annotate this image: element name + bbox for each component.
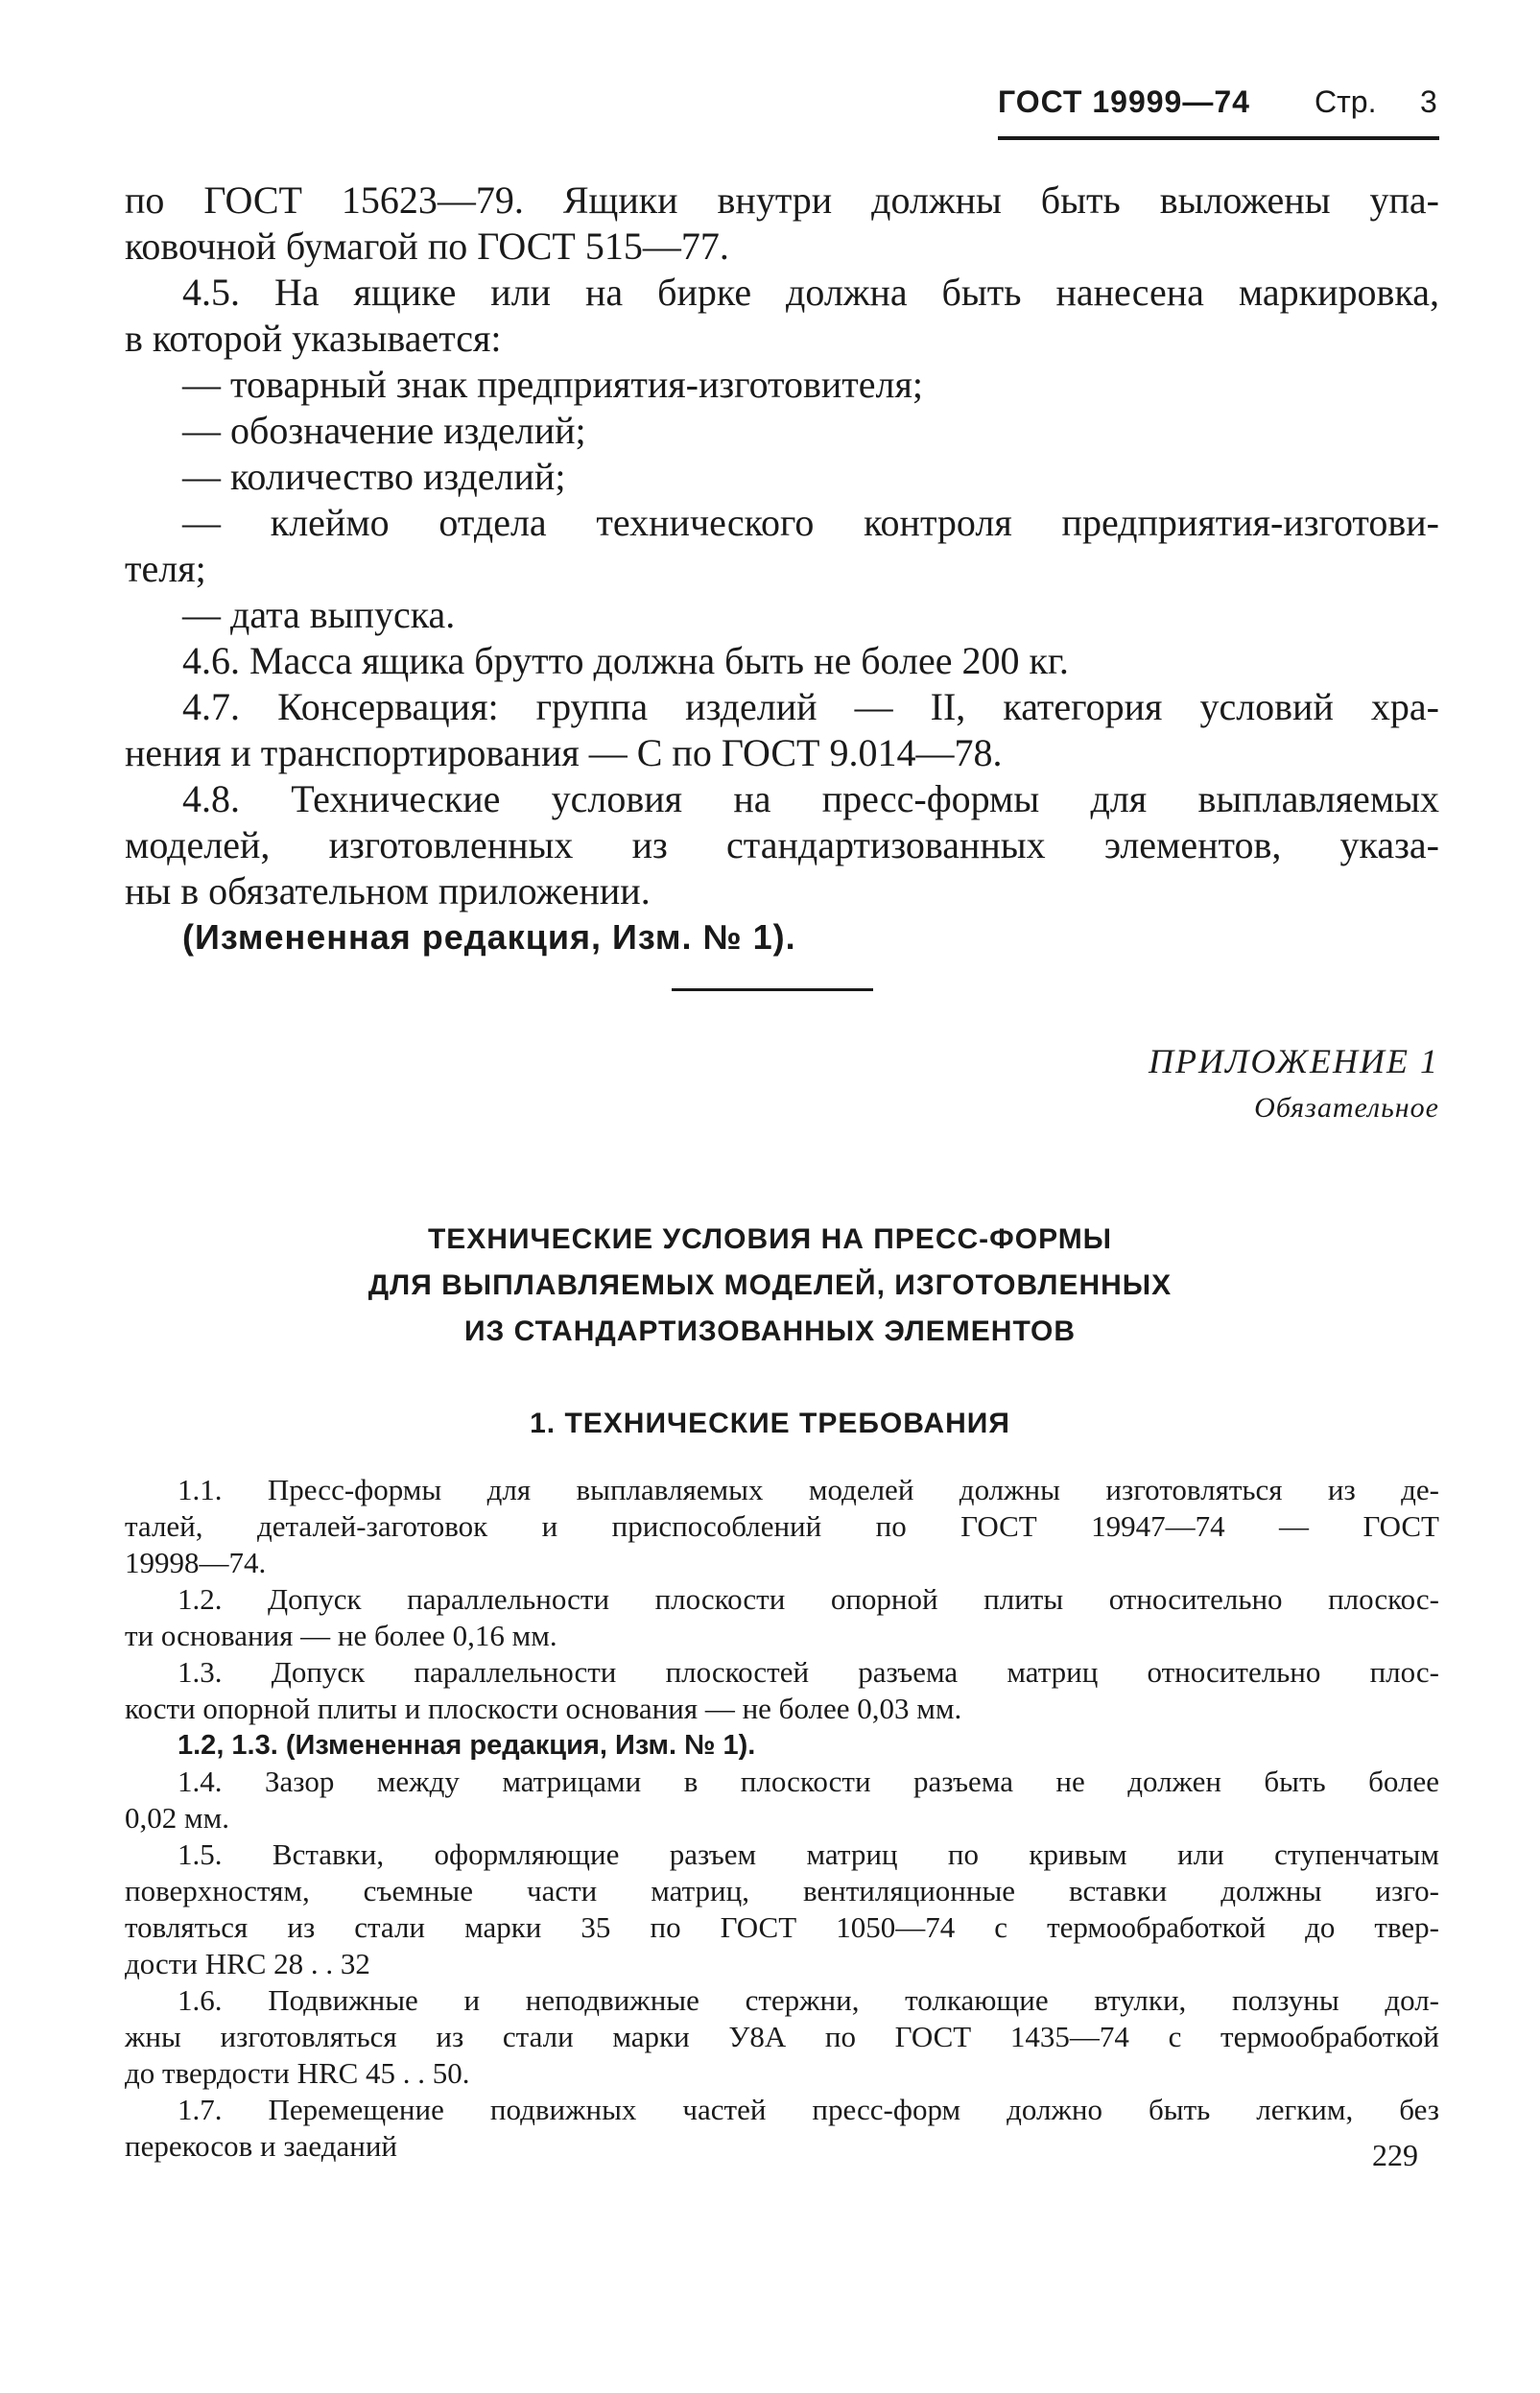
page-number: 3 xyxy=(1420,84,1437,119)
text-line: теля; xyxy=(125,547,206,590)
text-line: 4.5. На ящике или на бирке должна быть нанесена маркировка, xyxy=(182,271,1439,314)
text-line: товляться из стали марки 35 по ГОСТ 1050—74 с термообработкой до твер- xyxy=(125,1910,1439,1944)
text-line: 1.4. Зазор между матрицами в плоскости разъема не должен быть более xyxy=(178,1765,1439,1798)
text-line: кости опорной плиты и плоскости основания — не более 0,03 мм. xyxy=(125,1692,962,1725)
header-rule xyxy=(998,136,1439,140)
text-line: талей, деталей-заготовок и приспособлений по ГОСТ 19947—74 — ГОСТ xyxy=(125,1509,1439,1543)
title-line: ДЛЯ ВЫПЛАВЛЯЕМЫХ МОДЕЛЕЙ, ИЗГОТОВЛЕННЫХ xyxy=(367,1269,1173,1301)
text-line: по ГОСТ 15623—79. Ящики внутри должны быть выложены упа- xyxy=(125,178,1439,222)
separator-rule xyxy=(672,988,873,991)
text-line: — обозначение изделий; xyxy=(182,409,586,452)
text-line: моделей, изготовленных из стандартизованных элементов, указа- xyxy=(125,823,1439,866)
text-line: 4.8. Технические условия на пресс-формы для выплавляемых xyxy=(182,777,1439,820)
page-header xyxy=(998,84,1439,123)
amendment-note: (Измененная редакция, Изм. № 1). xyxy=(182,917,796,957)
text-line: ти основания — не более 0,16 мм. xyxy=(125,1619,557,1652)
text-line: — количество изделий; xyxy=(182,455,566,498)
appendix-title xyxy=(173,1217,1367,1355)
text-line: нения и транспортирования — С по ГОСТ 9.014—78. xyxy=(125,731,1003,774)
text-line: 1.1. Пресс-формы для выплавляемых моделей должны изготовляться из де- xyxy=(178,1473,1439,1506)
text-line: — клеймо отдела технического контроля предприятия-изготови- xyxy=(182,501,1439,544)
text-line: 0,02 мм. xyxy=(125,1801,229,1835)
appendix-label-block xyxy=(1017,1036,1439,1130)
text-line: поверхностям, съемные части матриц, вентиляционные вставки должны изго- xyxy=(125,1874,1439,1907)
title-line: ИЗ СТАНДАРТИЗОВАННЫХ ЭЛЕМЕНТОВ xyxy=(463,1315,1077,1347)
text-line: в которой указывается: xyxy=(125,317,502,360)
amendment-note: 1.2, 1.3. (Измененная редакция, Изм. № 1). xyxy=(178,1730,756,1761)
appendix-status: Обязательное xyxy=(1254,1092,1439,1124)
text-line: до твердости HRC 45 . . 50. xyxy=(125,2056,470,2090)
text-line: ковочной бумагой по ГОСТ 515—77. xyxy=(125,225,729,268)
appendix-label: ПРИЛОЖЕНИЕ 1 xyxy=(1149,1042,1439,1080)
title-line: ТЕХНИЧЕСКИЕ УСЛОВИЯ НА ПРЕСС-ФОРМЫ xyxy=(427,1223,1113,1255)
text-line: 1.3. Допуск параллельности плоскостей разъема матриц относительно плос- xyxy=(178,1655,1439,1689)
text-line: перекосов и заеданий xyxy=(125,2129,398,2163)
text-line: 1.6. Подвижные и неподвижные стержни, толкающие втулки, ползуны дол- xyxy=(178,1983,1439,2017)
text-line: дости HRC 28 . . 32 xyxy=(125,1947,370,1980)
text-line: 19998—74. xyxy=(125,1546,267,1579)
text-line: — дата выпуска. xyxy=(182,593,456,636)
text-line: 1.5. Вставки, оформляющие разъем матриц по кривым или ступенчатым xyxy=(178,1837,1439,1871)
text-line: 4.7. Консервация: группа изделий — II, категория условий хра- xyxy=(182,685,1439,728)
section-heading: 1. ТЕХНИЧЕСКИЕ ТРЕБОВАНИЯ xyxy=(530,1408,1010,1439)
text-line: жны изготовляться из стали марки У8А по ГОСТ 1435—74 с термообработкой xyxy=(125,2020,1439,2053)
text-line: — товарный знак предприятия-изготовителя; xyxy=(182,363,923,406)
text-line: ны в обязательном приложении. xyxy=(125,869,651,912)
standard-designation: ГОСТ 19999—74 xyxy=(998,84,1250,119)
page-label: Стр. xyxy=(1315,84,1377,119)
footer-page-number: 229 xyxy=(1372,2138,1418,2172)
text-line: 1.7. Перемещение подвижных частей пресс-форм должно быть легким, без xyxy=(178,2093,1439,2126)
text-line: 4.6. Масса ящика брутто должна быть не более 200 кг. xyxy=(182,639,1069,682)
text-line: 1.2. Допуск параллельности плоскости опорной плиты относительно плоскос- xyxy=(178,1582,1439,1616)
